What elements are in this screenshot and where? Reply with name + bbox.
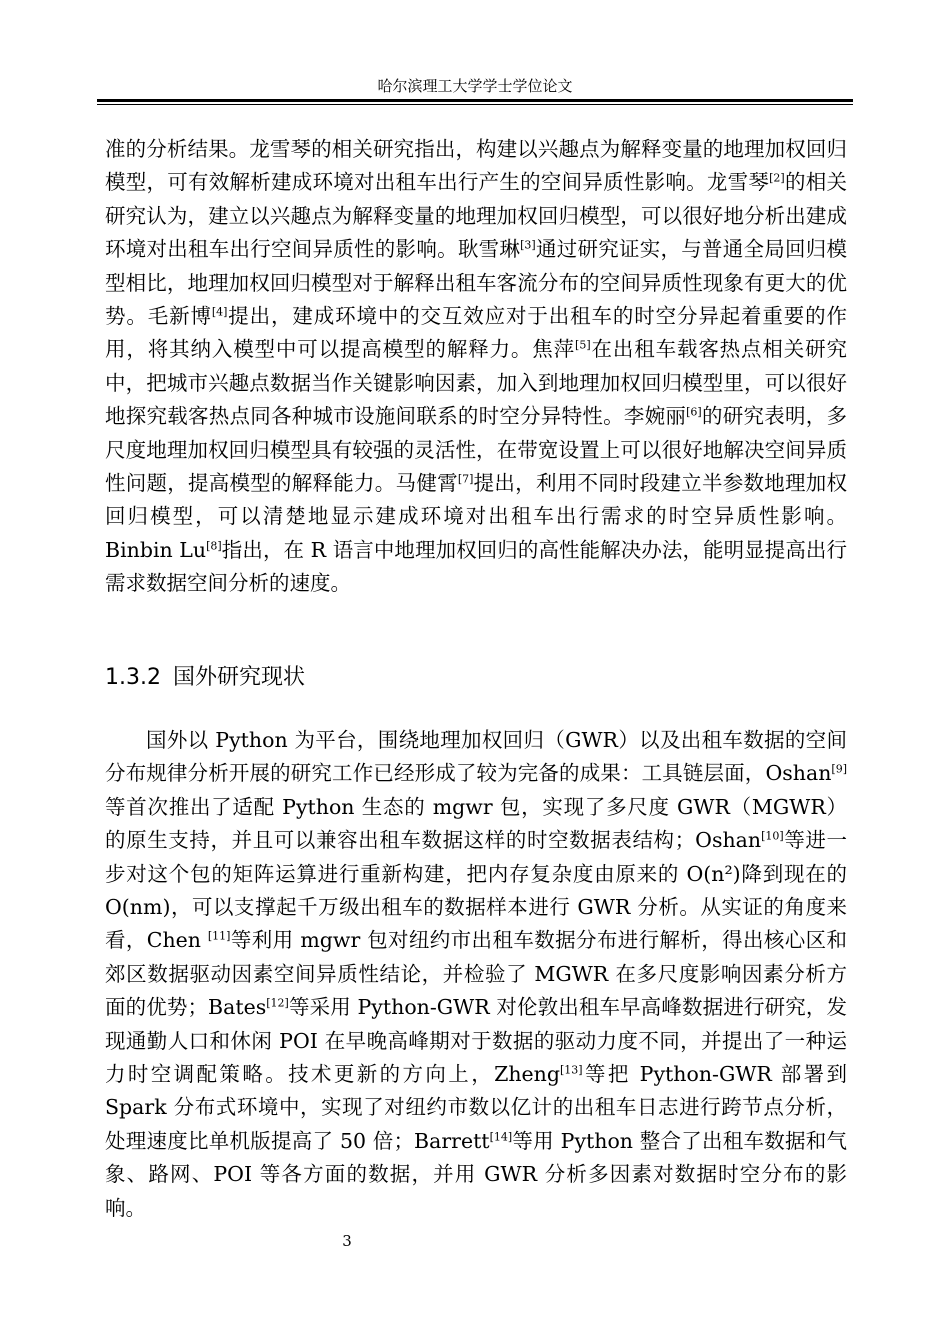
section-number: 1.3.2 — [105, 665, 161, 690]
text-run: 指出，在 R 语言中地理加权回归的高性能解决办法，能明显提高出行需求数据空间分析的速度。 — [105, 537, 848, 596]
citation: [3] — [520, 238, 536, 252]
citation: [9] — [831, 762, 847, 776]
section-title: 国外研究现状 — [172, 665, 305, 690]
citation: [8] — [206, 539, 222, 553]
citation: [5] — [575, 338, 591, 352]
header-title: 哈尔滨理工大学学士学位论文 — [377, 77, 573, 95]
header-rule-thin — [97, 104, 853, 105]
citation: [13] — [560, 1063, 583, 1077]
text-run: 在出租车载客热点相关研究中，把城市兴趣点数据当作关键影响因素，加入到地理加权回归模型里，可以很好地探究载客热点同各种城市设施间联系的时空分异特性。李婉丽 — [105, 337, 848, 429]
text-run: 等采用 Python-GWR 对伦敦出租车早高峰数据进行研究，发现通勤人口和休闲 POI 在早晚高峰期对于数据的驱动力度不同，并提出了一种运力时空调配策略。技术更新的方向上，Zheng — [105, 995, 847, 1087]
citation: [10] — [761, 829, 784, 843]
text-run: 通过研究证实，与普通全局回归模型相比，地理加权回归模型对于解释出租车客流分布的空间异质性现象有更大的优势。毛新博 — [105, 237, 848, 329]
text-run: 提出，建成环境中的交互效应对于出租车的时空分异起着重要的作用，将其纳入模型中可以提高模型的解释力。焦萍 — [105, 304, 848, 362]
citation: [4] — [211, 305, 228, 319]
citation: [11] — [207, 929, 231, 943]
paragraph-domestic-research — [105, 133, 847, 601]
text-run: 准的分析结果。龙雪琴的相关研究指出，构建以兴趣点为解释变量的地理加权回归模型，可有效解析建成环境对出租车出行产生的空间异质性影响。龙雪琴 — [105, 137, 847, 195]
header-rule-thick — [97, 99, 853, 102]
text-run: 国外以 Python 为平台，围绕地理加权回归（GWR）以及出租车数据的空间分布规律分析开展的研究工作已经形成了较为完备的成果：工具链层面，Oshan — [105, 728, 847, 786]
paragraph-foreign-research — [105, 724, 847, 1225]
citation: [2] — [769, 171, 785, 185]
citation: [6] — [686, 405, 702, 419]
text-run: 提出，利用不同时段建立半参数地理加权回归模型，可以清楚地显示建成环境对出租车出行需求的时空异质性影响。Binbin Lu — [105, 471, 848, 562]
text-run: 等进一步对这个包的矩阵运算进行重新构建，把内存复杂度由原来的 O(n²)降到现在的 O(nm)，可以支撑起千万级出租车的数据样本进行 GWR 分析。从实证的角度来看，Chen — [105, 828, 848, 953]
page-number: 3 — [342, 1232, 352, 1250]
text-run: 等用 Python 整合了出租车数据和气象、路网、POI 等各方面的数据，并用 GWR 分析多因素对数据时空分布的影响。 — [105, 1128, 847, 1220]
text-run: 等首次推出了适配 Python 生态的 mgwr 包，实现了多尺度 GWR（MGWR）的原生支持，并且可以兼容出租车数据这样的时空数据表结构；Oshan — [105, 794, 847, 853]
citation: [7] — [457, 472, 474, 486]
section-heading — [105, 662, 305, 694]
citation: [12] — [266, 996, 289, 1010]
text-run: 的相关研究认为，建立以兴趣点为解释变量的地理加权回归模型，可以很好地分析出建成环境对出租车出行空间异质性的影响。耿雪琳 — [105, 170, 847, 262]
text-run: 的研究表明，多尺度地理加权回归模型具有较强的灵活性，在带宽设置上可以很好地解决空间异质性问题，提高模型的解释能力。马健霄 — [105, 404, 847, 496]
citation: [14] — [489, 1130, 513, 1144]
text-run: 等利用 mgwr 包对纽约市出租车数据分布进行解析，得出核心区和郊区数据驱动因素空间异质性结论，并检验了 MGWR 在多尺度影响因素分析方面的优势；Bates — [105, 928, 847, 1020]
text-run: 等把 Python-GWR 部署到 Spark 分布式环境中，实现了对纽约市数以亿计的出租车日志进行跨节点分析，处理速度比单机版提高了 50 倍；Barrett — [105, 1062, 848, 1153]
